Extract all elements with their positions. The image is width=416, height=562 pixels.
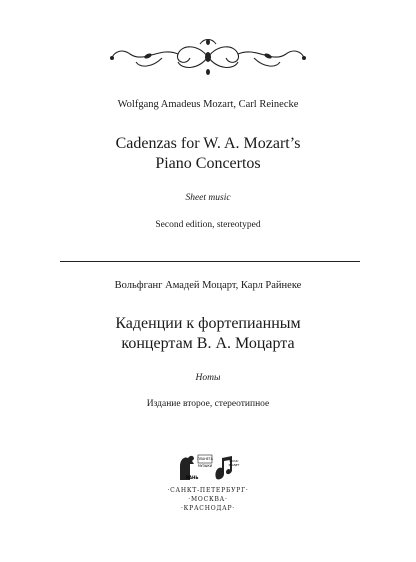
logo-text-music: MUSIC [229,459,239,463]
publisher-logo [176,452,240,482]
publisher-city-1: ·САНКТ-ПЕТЕРБУРГ· [167,487,249,494]
decorative-ornament [100,36,316,78]
russian-subtitle: Ноты [195,373,221,383]
publisher-city-2: ·МОСКВА· [188,496,228,503]
english-subtitle: Sheet music [185,193,231,203]
section-divider [60,261,360,262]
english-authors: Wolfgang Amadeus Mozart, Carl Reinecke [117,99,299,110]
russian-edition: Издание второе, стереотипное [146,399,270,409]
logo-text-lan: ЛАНЬ [185,475,199,480]
english-title-line-1: Cadenzas for W. A. Mozart’s [115,135,301,152]
logo-text-planeta: ПЛАНЕТА [197,457,213,461]
logo-text-planet: PLANET [228,463,240,467]
russian-title-line-1: Каденции к фортепианным [115,315,301,332]
russian-title-line-2: концертам В. А. Моцарта [121,335,295,352]
english-title-line-2: Piano Concertos [155,155,261,172]
russian-authors: Вольфганг Амадей Моцарт, Карл Райнеке [114,280,302,291]
publisher-city-3: ·КРАСНОДАР· [180,505,236,512]
english-edition: Second edition, stereotyped [155,220,261,230]
logo-text-muzyki: МУЗЫКИ [197,464,213,468]
